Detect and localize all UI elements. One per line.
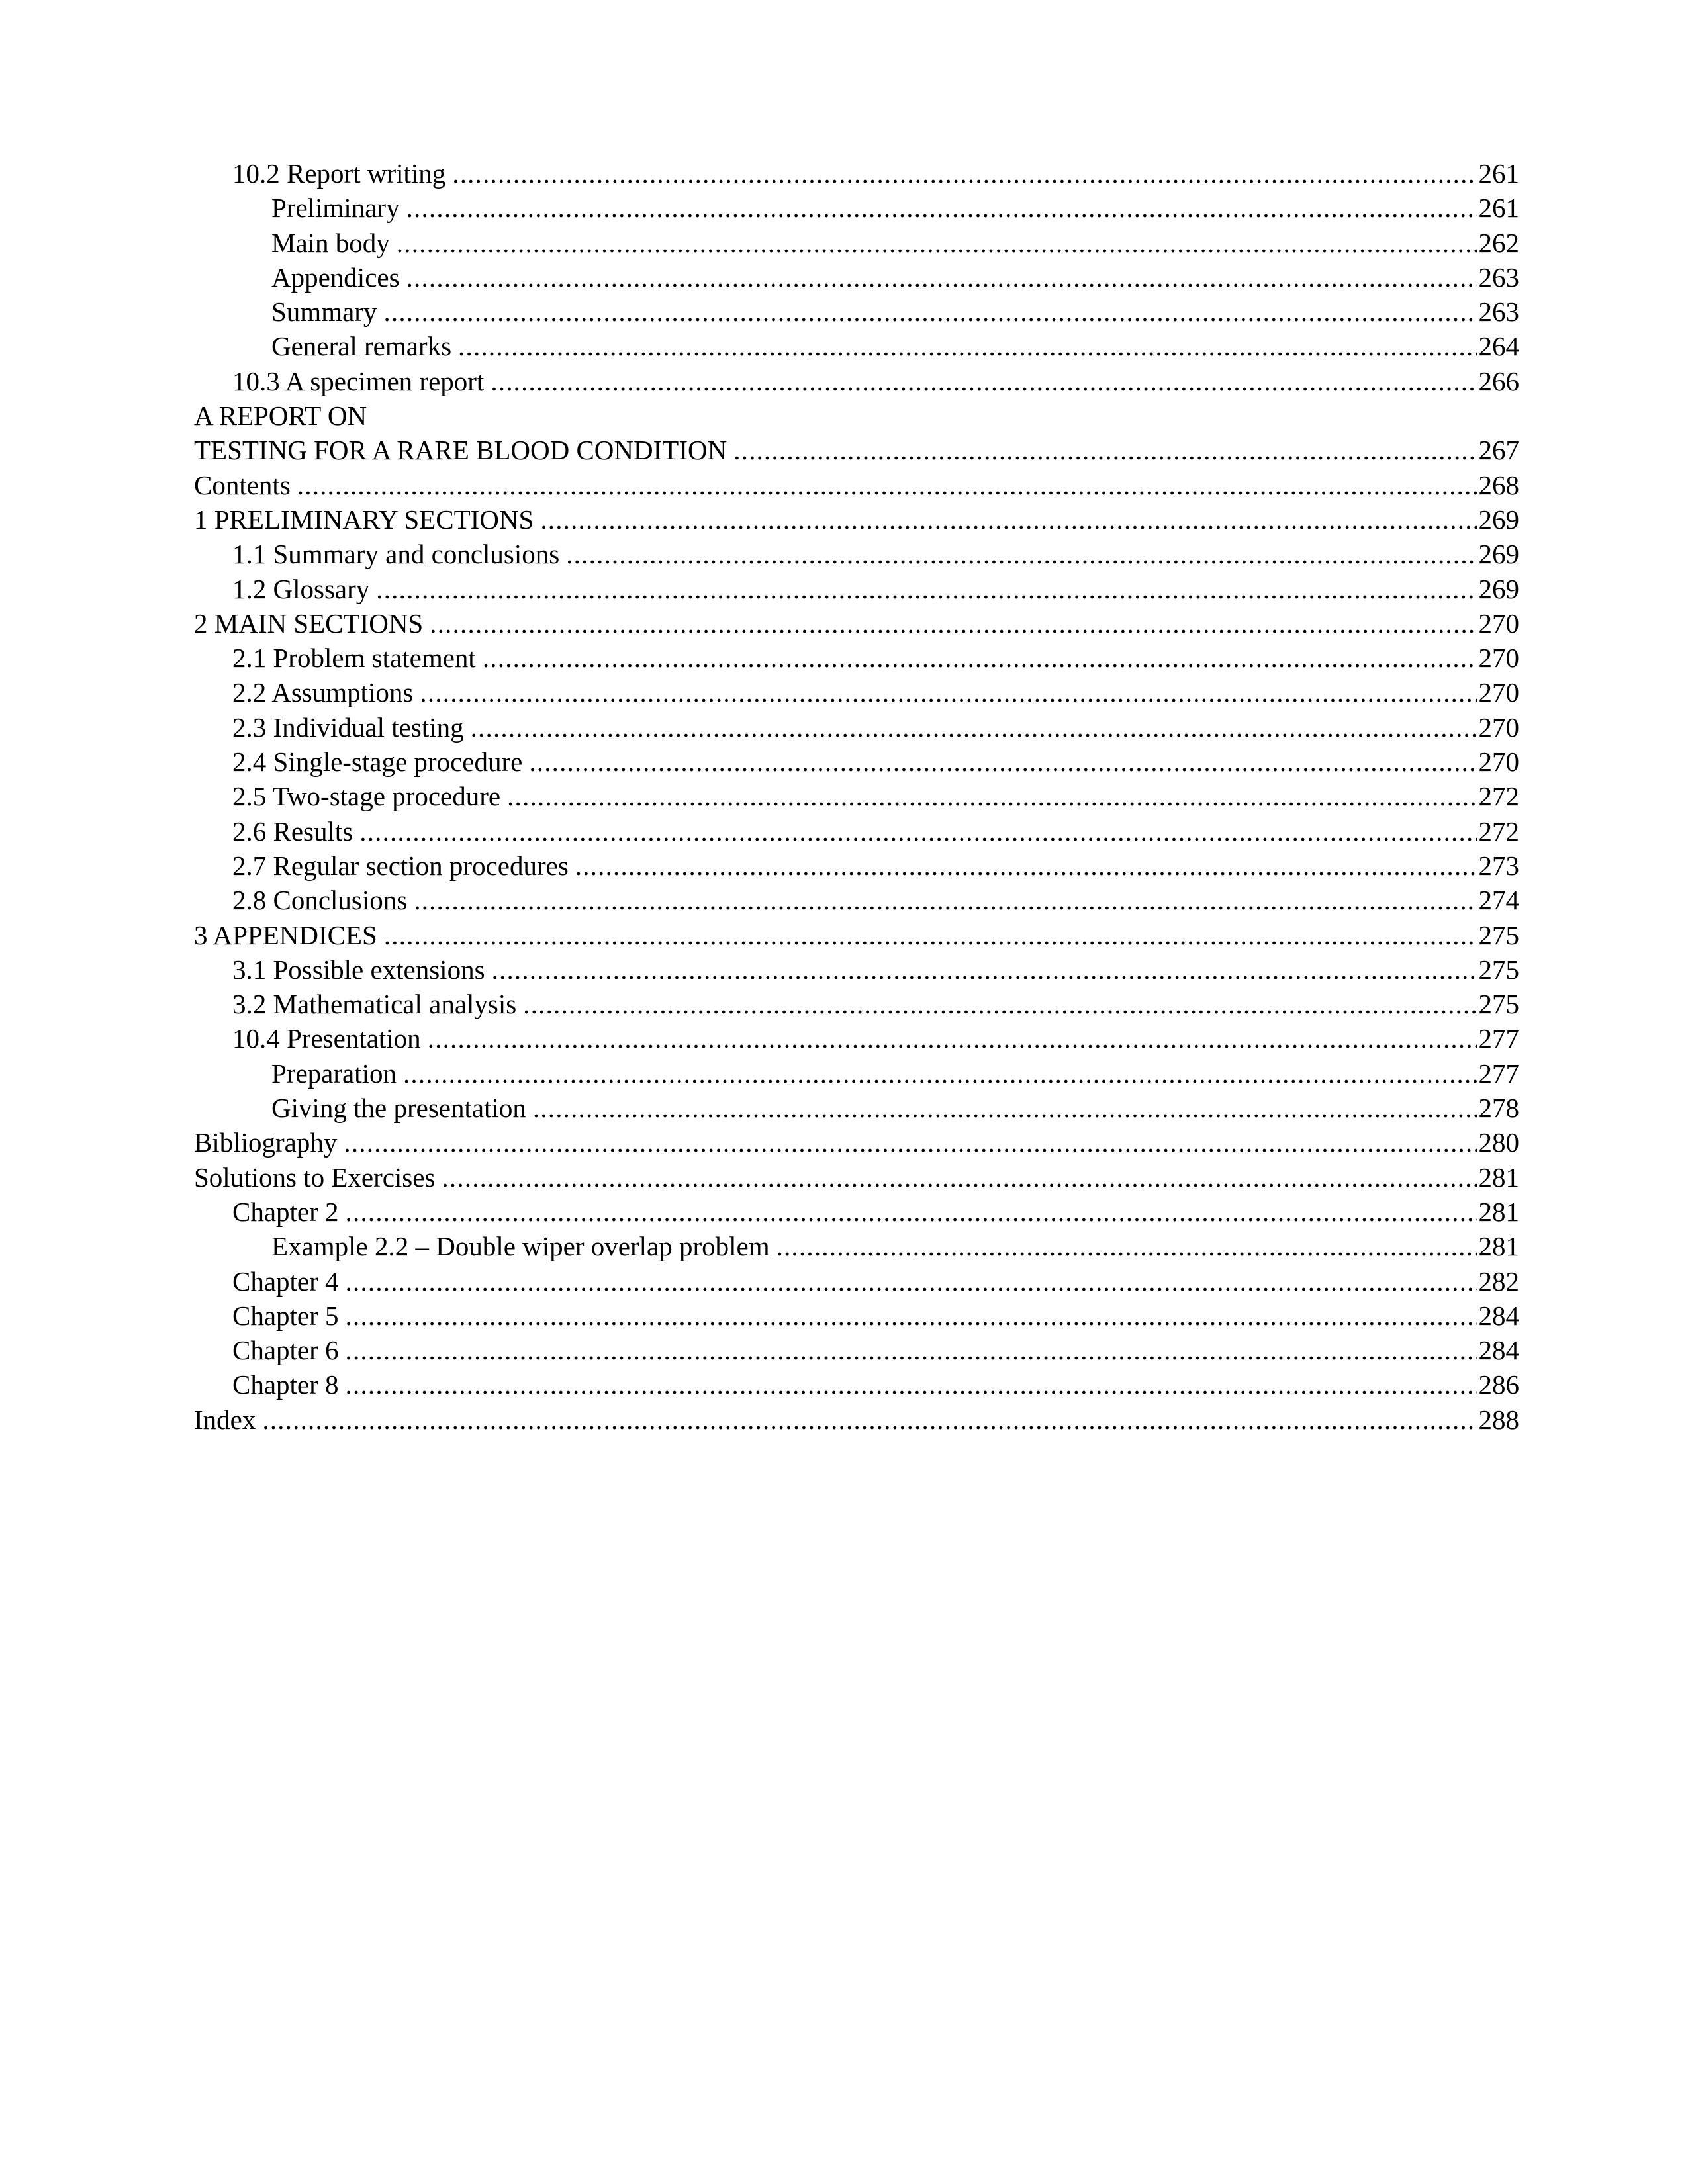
toc-entry-page-number: 278 [1478, 1093, 1519, 1124]
toc-entry-page-number: 280 [1478, 1127, 1519, 1158]
toc-entry[interactable] [194, 710, 1519, 745]
toc-entry-page-number: 269 [1478, 504, 1519, 535]
toc-entry[interactable] [194, 329, 1519, 363]
toc-dot-leader [523, 987, 1477, 1021]
toc-entry[interactable] [194, 1402, 1519, 1437]
toc-entry[interactable] [194, 191, 1519, 225]
toc-entry[interactable] [194, 1021, 1519, 1056]
toc-dot-leader [376, 572, 1477, 606]
toc-entry-title: Chapter 8 [232, 1369, 339, 1400]
toc-entry[interactable] [194, 502, 1519, 537]
toc-entry-page-number: 274 [1478, 885, 1519, 916]
toc-entry-page-number: 262 [1478, 227, 1519, 258]
toc-entry-title: General remarks [271, 331, 452, 362]
toc-dot-leader [529, 745, 1477, 779]
toc-entry-page-number: 269 [1478, 573, 1519, 604]
toc-dot-leader [346, 1333, 1477, 1367]
toc-entry-title: Appendices [271, 261, 400, 293]
toc-entry-title: Contents [194, 469, 291, 500]
toc-entry-page-number: 270 [1478, 711, 1519, 743]
toc-dot-leader [428, 1021, 1477, 1056]
toc-dot-leader [566, 537, 1477, 571]
toc-dot-leader [344, 1125, 1477, 1160]
toc-dot-leader [452, 156, 1477, 191]
toc-entry[interactable] [194, 883, 1519, 917]
toc-entry[interactable] [194, 606, 1519, 641]
toc-entry[interactable] [194, 1264, 1519, 1298]
toc-dot-leader [442, 1160, 1477, 1195]
toc-entry-title: Preliminary [271, 193, 400, 224]
toc-dot-leader [346, 1298, 1477, 1333]
toc-entry-page-number: 269 [1478, 539, 1519, 570]
toc-dot-leader [471, 710, 1477, 745]
toc-entry-page-number: 282 [1478, 1265, 1519, 1297]
toc-entry-page-number: 288 [1478, 1404, 1519, 1435]
toc-entry-title: 2.7 Regular section procedures [232, 850, 569, 881]
toc-entry[interactable] [194, 987, 1519, 1021]
toc-entry[interactable] [194, 779, 1519, 813]
toc-dot-leader [406, 260, 1477, 295]
toc-dot-leader [359, 814, 1477, 848]
toc-entry[interactable] [194, 745, 1519, 779]
toc-dot-leader [733, 433, 1477, 467]
table-of-contents [194, 156, 1519, 1437]
toc-entry[interactable] [194, 226, 1519, 260]
toc-entry-page-number: 277 [1478, 1023, 1519, 1054]
toc-entry-page-number: 263 [1478, 261, 1519, 293]
toc-entry-page-number: 270 [1478, 747, 1519, 778]
toc-entry-title: 2.6 Results [232, 815, 353, 846]
toc-dot-leader [483, 641, 1477, 675]
toc-dot-leader [397, 226, 1477, 260]
toc-entry[interactable] [194, 814, 1519, 848]
toc-entry[interactable] [194, 295, 1519, 329]
toc-dot-leader [414, 883, 1477, 917]
toc-entry[interactable] [194, 572, 1519, 606]
toc-entry-title: 3.1 Possible extensions [232, 954, 485, 985]
toc-dot-leader [491, 364, 1477, 398]
toc-entry-title: 2 MAIN SECTIONS [194, 608, 424, 639]
toc-entry-page-number: 284 [1478, 1300, 1519, 1331]
toc-entry[interactable] [194, 1298, 1519, 1333]
toc-dot-leader [776, 1229, 1477, 1263]
toc-dot-leader [430, 606, 1477, 641]
toc-entry[interactable] [194, 468, 1519, 502]
toc-entry[interactable] [194, 156, 1519, 191]
toc-entry-page-number: 272 [1478, 815, 1519, 846]
toc-entry-title: 1.1 Summary and conclusions [232, 539, 560, 570]
toc-entry-page-number: 270 [1478, 677, 1519, 708]
toc-entry-page-number: 275 [1478, 954, 1519, 985]
toc-entry-page-number: 268 [1478, 469, 1519, 500]
toc-entry[interactable] [194, 848, 1519, 883]
toc-entry-page-number: 267 [1478, 435, 1519, 466]
toc-entry-title: Chapter 6 [232, 1335, 339, 1366]
toc-entry-title: 1.2 Glossary [232, 573, 370, 604]
toc-entry[interactable] [194, 675, 1519, 709]
toc-entry-page-number: 281 [1478, 1196, 1519, 1227]
toc-entry-title: 10.3 A specimen report [232, 365, 485, 396]
toc-entry[interactable] [194, 1367, 1519, 1402]
toc-entry-title: 2.5 Two-stage procedure [232, 781, 501, 812]
toc-entry-page-number: 273 [1478, 850, 1519, 881]
toc-entry-page-number: 281 [1478, 1231, 1519, 1262]
toc-entry[interactable] [194, 433, 1519, 467]
toc-entry-title: A REPORT ON [194, 400, 367, 432]
toc-dot-leader [458, 329, 1477, 363]
toc-entry[interactable] [194, 1333, 1519, 1367]
toc-dot-leader [420, 675, 1477, 709]
toc-entry-title: 2.4 Single-stage procedure [232, 747, 523, 778]
toc-entry[interactable] [194, 1160, 1519, 1195]
toc-entry-page-number: 270 [1478, 608, 1519, 639]
toc-entry-title: Chapter 4 [232, 1265, 339, 1297]
toc-entry-title: Giving the presentation [271, 1093, 526, 1124]
toc-entry-title: 2.2 Assumptions [232, 677, 414, 708]
toc-entry-page-number: 264 [1478, 331, 1519, 362]
toc-entry-title: Chapter 5 [232, 1300, 339, 1331]
toc-entry[interactable] [194, 1056, 1519, 1091]
toc-dot-leader [346, 1264, 1477, 1298]
toc-dot-leader [346, 1367, 1477, 1402]
toc-dot-leader [383, 295, 1477, 329]
toc-entry-title: Preparation [271, 1058, 397, 1089]
toc-entry[interactable] [194, 537, 1519, 571]
toc-entry-title: 3 APPENDICES [194, 919, 377, 950]
toc-entry-page-number: 263 [1478, 296, 1519, 328]
toc-entry-title: Summary [271, 296, 377, 328]
toc-entry-title: 2.8 Conclusions [232, 885, 408, 916]
toc-entry-title: 10.2 Report writing [232, 158, 446, 189]
toc-entry[interactable] [194, 1125, 1519, 1160]
toc-entry-title: Index [194, 1404, 256, 1435]
toc-entry[interactable] [194, 1229, 1519, 1263]
toc-entry[interactable] [194, 398, 1519, 433]
toc-dot-leader [384, 918, 1477, 952]
toc-entry[interactable] [194, 1091, 1519, 1125]
toc-entry-title: 2.1 Problem statement [232, 643, 476, 674]
toc-entry-title: 2.3 Individual testing [232, 711, 464, 743]
toc-entry-page-number: 261 [1478, 193, 1519, 224]
toc-entry-title: Chapter 2 [232, 1196, 339, 1227]
toc-entry-title: 1 PRELIMINARY SECTIONS [194, 504, 534, 535]
toc-entry-page-number: 281 [1478, 1161, 1519, 1193]
toc-entry-title: Bibliography [194, 1127, 338, 1158]
toc-entry-page-number: 261 [1478, 158, 1519, 189]
toc-dot-leader [575, 848, 1477, 883]
toc-entry-page-number: 286 [1478, 1369, 1519, 1400]
toc-entry-page-number: 284 [1478, 1335, 1519, 1366]
toc-entry-title: TESTING FOR A RARE BLOOD CONDITION [194, 435, 727, 466]
toc-dot-leader [492, 952, 1477, 987]
toc-entry[interactable] [194, 918, 1519, 952]
toc-entry-page-number: 275 [1478, 919, 1519, 950]
toc-dot-leader [540, 502, 1477, 537]
toc-entry-title: Main body [271, 227, 390, 258]
toc-entry-title: Example 2.2 – Double wiper overlap problem [271, 1231, 770, 1262]
toc-entry-page-number: 266 [1478, 365, 1519, 396]
toc-entry[interactable] [194, 1195, 1519, 1229]
toc-dot-leader [507, 779, 1477, 813]
toc-dot-leader [533, 1091, 1477, 1125]
toc-entry[interactable] [194, 260, 1519, 295]
toc-dot-leader [403, 1056, 1477, 1091]
toc-entry[interactable] [194, 364, 1519, 398]
toc-entry-page-number: 275 [1478, 989, 1519, 1020]
toc-dot-leader [406, 191, 1477, 225]
toc-entry-page-number: 270 [1478, 643, 1519, 674]
toc-dot-leader [262, 1402, 1477, 1437]
toc-entry-title: 3.2 Mathematical analysis [232, 989, 517, 1020]
toc-entry-title: Solutions to Exercises [194, 1161, 436, 1193]
toc-entry-page-number: 272 [1478, 781, 1519, 812]
toc-dot-leader [346, 1195, 1477, 1229]
toc-entry[interactable] [194, 952, 1519, 987]
toc-dot-leader [297, 468, 1477, 502]
toc-entry[interactable] [194, 641, 1519, 675]
toc-entry-title: 10.4 Presentation [232, 1023, 421, 1054]
toc-entry-page-number: 277 [1478, 1058, 1519, 1089]
